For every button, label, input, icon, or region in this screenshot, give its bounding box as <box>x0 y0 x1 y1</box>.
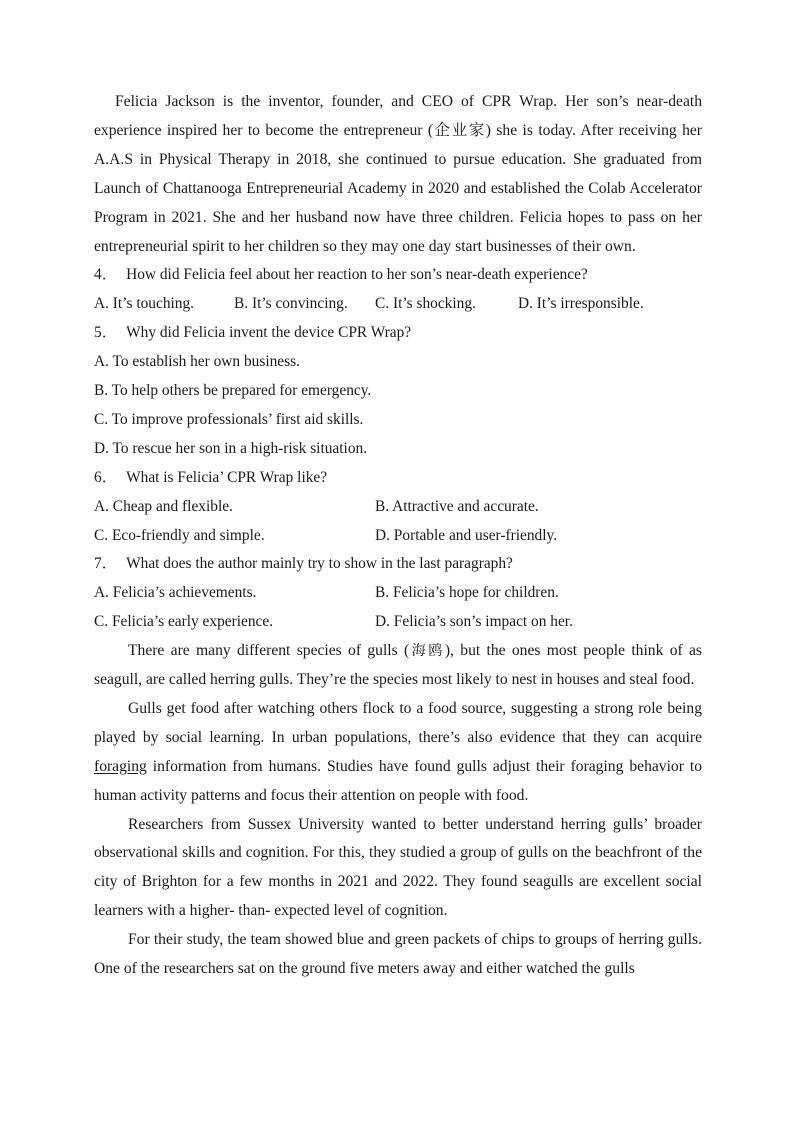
question-7-options-row-1 <box>94 579 702 608</box>
question-5-option-a[interactable]: A. To establish her own business. <box>94 353 300 371</box>
question-6-number: 6． <box>94 468 118 486</box>
question-7-number: 7． <box>94 555 118 573</box>
question-4-option-c[interactable]: C. It’s shocking. <box>375 295 476 313</box>
passage2-paragraph-1 <box>94 637 702 695</box>
passage2-p1-text-before: There are many different species of gulls ( <box>128 642 410 660</box>
question-4-options <box>94 290 702 319</box>
question-6-text: What is Felicia’ CPR Wrap like? <box>126 468 328 486</box>
passage2-paragraph-2 <box>94 695 702 811</box>
question-6-option-b[interactable]: B. Attractive and accurate. <box>375 497 539 515</box>
question-7-option-a[interactable]: A. Felicia’s achievements. <box>94 584 257 602</box>
question-4-option-d[interactable]: D. It’s irresponsible. <box>518 295 644 313</box>
passage2-p1-text-after: ), but the ones most people think of as seagull, are called herring gulls. They’re the species most likely to nest in houses and steal food. <box>94 642 702 689</box>
question-7-option-b[interactable]: B. Felicia’s hope for children. <box>375 584 559 602</box>
question-6-option-a[interactable]: A. Cheap and flexible. <box>94 497 233 515</box>
passage2-p2-text-after: information from humans. Studies have found gulls adjust their foraging behavior to human activity patterns and focus their attention on people with food. <box>94 757 702 804</box>
underlined-word-foraging: foraging <box>94 757 147 775</box>
text-column <box>94 88 702 984</box>
question-7 <box>94 550 702 579</box>
question-6 <box>94 464 702 493</box>
question-5-option-c[interactable]: C. To improve professionals’ first aid skills. <box>94 410 364 428</box>
question-6-options-row-1 <box>94 493 702 522</box>
question-7-options-row-2 <box>94 608 702 637</box>
question-4-number: 4． <box>94 266 118 284</box>
question-4 <box>94 261 702 290</box>
question-5-number: 5． <box>94 324 118 342</box>
question-7-option-d[interactable]: D. Felicia’s son’s impact on her. <box>375 613 573 631</box>
question-5-option-b[interactable]: B. To help others be prepared for emergency. <box>94 382 372 400</box>
question-6-option-d[interactable]: D. Portable and user-friendly. <box>375 526 558 544</box>
question-5-option-d[interactable]: D. To rescue her son in a high-risk situation. <box>94 439 368 457</box>
passage2-paragraph-3: Researchers from Sussex University wanted to better understand herring gulls’ broader observational skills and cognition. For this, they studied a group of gulls on the beachfront of the city of Brighton for a few months in 2021 and 2022. They found seagulls are excellent social learners with a higher- than- expected level of cognition. <box>94 815 702 920</box>
question-7-option-c[interactable]: C. Felicia’s early experience. <box>94 613 274 631</box>
question-5 <box>94 319 702 348</box>
passage1-paragraph-1: Felicia Jackson is the inventor, founder, and CEO of CPR Wrap. Her son’s near-death experience inspired her to become the entrepreneur (企业家) she is today. After receiving her A.A.S in Physical Therapy in 2018, she continued to pursue education. She graduated from Launch of Chattanooga Entrepreneurial Academy in 2020 and established the Colab Accelerator Program in 2021. She and her husband now have three children. Felicia hopes to pass on her entrepreneurial spirit to her children so they may one day start businesses of their own. <box>94 93 702 255</box>
question-6-option-c[interactable]: C. Eco-friendly and simple. <box>94 526 265 544</box>
question-5-text: Why did Felicia invent the device CPR Wrap? <box>126 324 412 342</box>
question-4-text: How did Felicia feel about her reaction to her son’s near-death experience? <box>126 266 588 284</box>
passage2-p2-text-before: Gulls get food after watching others flock to a food source, suggesting a strong role being played by social learning. In urban populations, there’s also evidence that they can acquire <box>94 699 702 746</box>
question-6-options-row-2 <box>94 522 702 551</box>
question-4-option-a[interactable]: A. It’s touching. <box>94 295 195 313</box>
passage2-paragraph-4: For their study, the team showed blue and green packets of chips to groups of herring gulls. One of the researchers sat on the ground five meters away and either watched the gulls <box>94 931 702 978</box>
question-4-option-b[interactable]: B. It’s convincing. <box>234 295 348 313</box>
passage2-p1-chinese-gloss: 海鸥 <box>409 643 445 660</box>
question-7-text: What does the author mainly try to show in the last paragraph? <box>126 555 513 573</box>
